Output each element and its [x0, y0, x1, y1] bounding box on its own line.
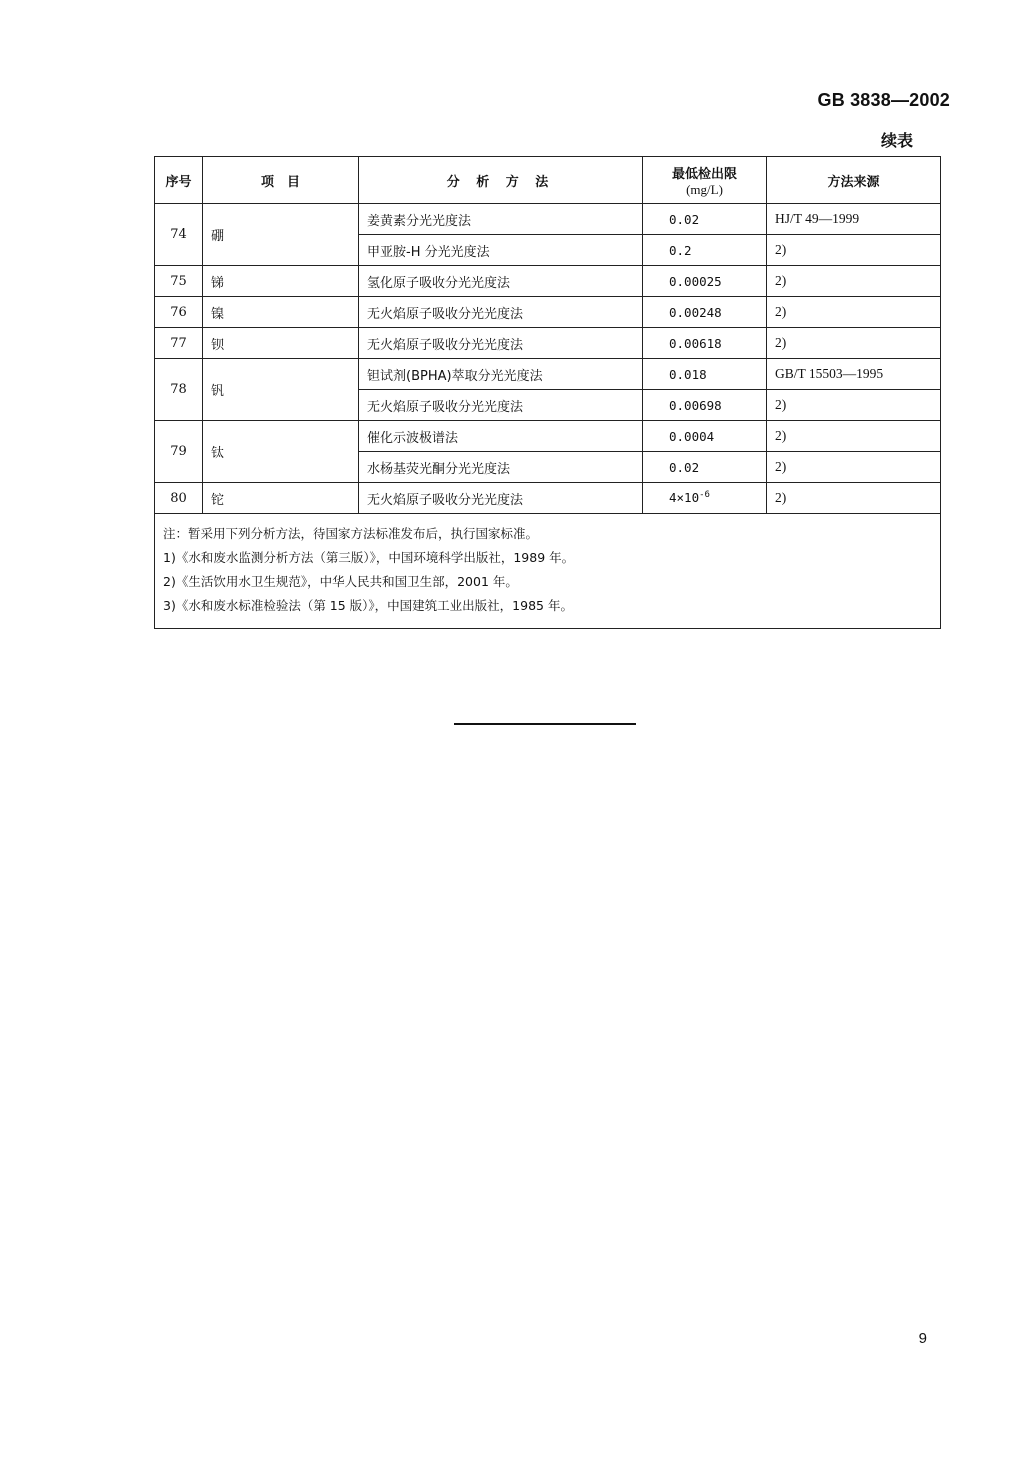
row-method: 无火焰原子吸收分光光度法	[359, 390, 643, 421]
row-limit: 0.00618	[643, 328, 767, 359]
row-item: 硼	[203, 204, 359, 266]
header-item: 项 目	[203, 157, 359, 204]
note-line: 2)《生活饮用水卫生规范》，中华人民共和国卫生部，2001 年。	[163, 574, 518, 589]
note-line: 注：暂采用下列分析方法，待国家方法标准发布后，执行国家标准。	[163, 526, 539, 541]
row-source: 2)	[767, 266, 941, 297]
limit-base: 4×10	[669, 490, 700, 506]
row-limit: 0.00698	[643, 390, 767, 421]
header-method	[359, 157, 643, 204]
header-seq: 序号	[155, 157, 203, 204]
row-source: GB/T 15503—1995	[767, 359, 941, 390]
row-method: 姜黄素分光光度法	[359, 204, 643, 235]
header-method-label: 分 析 方 法	[446, 174, 555, 190]
table-header-row	[155, 157, 941, 204]
continued-table-label: 续表	[880, 131, 913, 150]
table-row	[155, 204, 941, 235]
row-item: 锑	[203, 266, 359, 297]
table-row	[155, 266, 941, 297]
row-seq: 74	[155, 204, 203, 266]
row-seq: 80	[155, 483, 203, 514]
row-source: 2)	[767, 483, 941, 514]
standard-number: GB 3838—2002	[817, 90, 950, 110]
row-limit: 0.0004	[643, 421, 767, 452]
row-limit	[643, 483, 767, 514]
table-row	[155, 359, 941, 390]
note-line: 3)《水和废水标准检验法（第 15 版）》，中国建筑工业出版社，1985 年。	[163, 598, 573, 613]
row-method: 氢化原子吸收分光光度法	[359, 266, 643, 297]
limit-exponent: -6	[699, 490, 710, 501]
row-limit: 0.2	[643, 235, 767, 266]
row-limit: 0.018	[643, 359, 767, 390]
row-item: 铊	[203, 483, 359, 514]
note-line: 1)《水和废水监测分析方法（第三版）》，中国环境科学出版社，1989 年。	[163, 550, 575, 565]
table-row	[155, 328, 941, 359]
row-source: 2)	[767, 452, 941, 483]
row-limit: 0.02	[643, 452, 767, 483]
row-method: 甲亚胺-H 分光光度法	[359, 235, 643, 266]
row-item: 钛	[203, 421, 359, 483]
row-seq: 76	[155, 297, 203, 328]
row-method: 催化示波极谱法	[359, 421, 643, 452]
row-item: 钒	[203, 359, 359, 421]
row-method: 无火焰原子吸收分光光度法	[359, 328, 643, 359]
notes-cell	[155, 514, 941, 629]
page-number: 9	[918, 1330, 927, 1347]
row-source: HJ/T 49—1999	[767, 204, 941, 235]
detection-method-table	[154, 156, 941, 629]
table-row	[155, 297, 941, 328]
header-limit	[643, 157, 767, 204]
row-source: 2)	[767, 297, 941, 328]
row-source: 2)	[767, 235, 941, 266]
table-row	[155, 483, 941, 514]
row-seq: 77	[155, 328, 203, 359]
header-source: 方法来源	[767, 157, 941, 204]
table-row	[155, 421, 941, 452]
row-source: 2)	[767, 421, 941, 452]
row-method: 水杨基荧光酮分光光度法	[359, 452, 643, 483]
row-seq: 79	[155, 421, 203, 483]
end-of-standard-rule	[454, 723, 636, 725]
row-seq: 78	[155, 359, 203, 421]
header-limit-title: 最低检出限	[671, 166, 737, 182]
row-method: 钽试剂(BPHA)萃取分光光度法	[359, 359, 643, 390]
row-limit: 0.00025	[643, 266, 767, 297]
row-item: 钡	[203, 328, 359, 359]
notes-row	[155, 514, 941, 629]
row-source: 2)	[767, 328, 941, 359]
row-limit: 0.02	[643, 204, 767, 235]
row-item: 镍	[203, 297, 359, 328]
row-seq: 75	[155, 266, 203, 297]
row-limit: 0.00248	[643, 297, 767, 328]
row-source: 2)	[767, 390, 941, 421]
header-limit-unit: (mg/L)	[686, 181, 723, 197]
row-method: 无火焰原子吸收分光光度法	[359, 297, 643, 328]
row-method: 无火焰原子吸收分光光度法	[359, 483, 643, 514]
